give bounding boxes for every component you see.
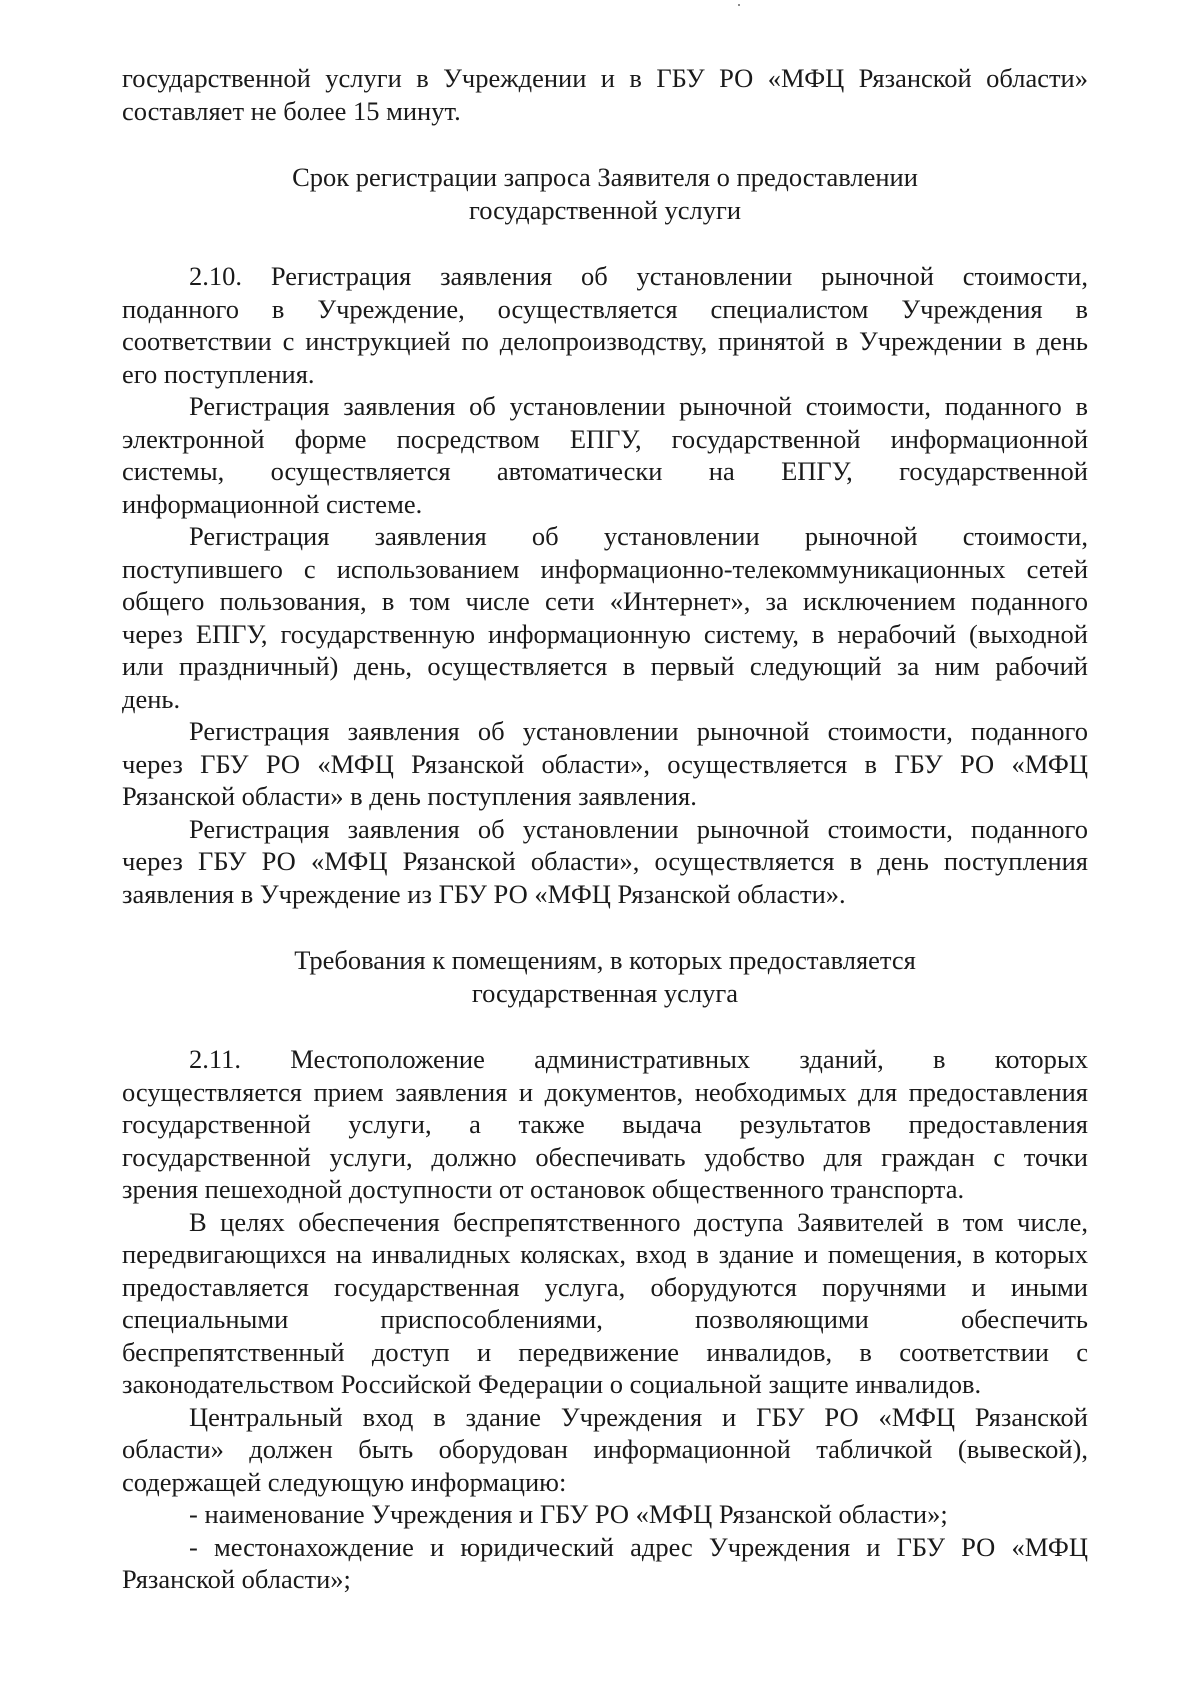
document-text: [122, 62, 1088, 1596]
text-line: содержащей следующую информацию:: [122, 1466, 567, 1497]
paragraph-mfc-registration: [122, 715, 1088, 813]
text-line: Рязанской области»;: [122, 1564, 351, 1594]
text-line: 2.11. Местоположение административных зданий, в которых: [189, 1044, 1088, 1074]
section-heading-registration: [122, 161, 1088, 226]
text-line: Регистрация заявления об установлении рыночной стоимости, поданного: [189, 813, 1088, 844]
heading-line: государственной услуги: [468, 194, 742, 225]
text-line: государственной услуги, должно обеспечивать удобство для граждан с точки: [122, 1141, 1088, 1172]
text-line: 2.10. Регистрация заявления об установлении рыночной стоимости,: [189, 261, 1088, 291]
text-line: заявления в Учреждение из ГБУ РО «МФЦ Рязанской области».: [122, 878, 846, 909]
text-line: - местонахождение и юридический адрес Учреждения и ГБУ РО «МФЦ: [189, 1531, 1088, 1562]
paragraph-electronic-registration: [122, 390, 1088, 520]
text-line: Регистрация заявления об установлении рыночной стоимости,: [189, 521, 1088, 551]
text-line: Регистрация заявления об установлении рыночной стоимости, поданного: [189, 716, 1088, 746]
text-line: осуществляется прием заявления и документов, необходимых для предоставления: [122, 1076, 1088, 1107]
heading-line: Требования к помещениям, в которых предоставляется: [294, 945, 916, 975]
paragraph-accessibility: [122, 1206, 1088, 1401]
list-item-address: [122, 1531, 1088, 1596]
text-line: государственной услуги в Учреждении и в ГБУ РО «МФЦ Рязанской области»: [122, 63, 1088, 93]
scan-dot-mark: [738, 4, 740, 6]
text-line: его поступления.: [122, 358, 315, 389]
text-line: поступившего с использованием информационно-телекоммуникационных сетей: [122, 553, 1088, 584]
text-line: составляет не более 15 минут.: [122, 95, 461, 126]
text-line: общего пользования, в том числе сети «Интернет», за исключением поданного: [122, 586, 1088, 616]
text-line: предоставляется государственная услуга, оборудуются поручнями и иными: [122, 1271, 1088, 1302]
text-line: электронной форме посредством ЕПГУ, государственной информационной: [122, 423, 1088, 454]
paragraph-internet-registration: [122, 520, 1088, 715]
list-item-name: [122, 1498, 1088, 1531]
text-line: В целях обеспечения беспрепятственного доступа Заявителей в том числе,: [189, 1206, 1088, 1237]
text-line: законодательством Российской Федерации о социальной защите инвалидов.: [122, 1369, 982, 1399]
text-line: системы, осуществляется автоматически на ЕПГУ, государственной: [122, 456, 1088, 486]
text-line: соответствии с инструкцией по делопроизводству, принятой в Учреждении в день: [122, 326, 1088, 356]
text-line: день.: [122, 683, 181, 714]
text-line: области» должен быть оборудован информационной табличкой (вывеской),: [122, 1434, 1088, 1464]
text-line: - наименование Учреждения и ГБУ РО «МФЦ Рязанской области»;: [189, 1499, 948, 1529]
text-line: передвигающихся на инвалидных колясках, вход в здание и помещения, в которых: [122, 1239, 1088, 1269]
paragraph-2-10: [122, 260, 1088, 390]
text-line: Центральный вход в здание Учреждения и ГБУ РО «МФЦ Рязанской: [189, 1401, 1088, 1432]
text-line: Регистрация заявления об установлении рыночной стоимости, поданного в: [189, 391, 1088, 421]
text-line: или праздничный) день, осуществляется в первый следующий за ним рабочий: [122, 651, 1088, 681]
continuation-paragraph: [122, 62, 1088, 127]
heading-line: государственная услуга: [471, 977, 739, 1008]
text-line: через ЕПГУ, государственную информационную систему, в нерабочий (выходной: [122, 618, 1088, 649]
text-line: поданного в Учреждение, осуществляется специалистом Учреждения в: [122, 293, 1088, 324]
text-line: Рязанской области» в день поступления заявления.: [122, 781, 697, 811]
text-line: зрения пешеходной доступности от остановок общественного транспорта.: [122, 1174, 965, 1204]
heading-line: Срок регистрации запроса Заявителя о предоставлении: [292, 162, 918, 192]
paragraph-2-11: [122, 1043, 1088, 1206]
section-heading-premises: [122, 944, 1088, 1009]
paragraph-mfc-transfer-registration: [122, 813, 1088, 911]
text-line: информационной системе.: [122, 488, 423, 519]
text-line: специальными приспособлениями, позволяющими обеспечить: [122, 1304, 1088, 1334]
paragraph-central-entrance: [122, 1401, 1088, 1499]
text-line: через ГБУ РО «МФЦ Рязанской области», осуществляется в день поступления: [122, 846, 1088, 876]
text-line: беспрепятственный доступ и передвижение инвалидов, в соответствии с: [122, 1336, 1088, 1367]
text-line: через ГБУ РО «МФЦ Рязанской области», осуществляется в ГБУ РО «МФЦ: [122, 748, 1088, 779]
text-line: государственной услуги, а также выдача результатов предоставления: [122, 1109, 1088, 1139]
